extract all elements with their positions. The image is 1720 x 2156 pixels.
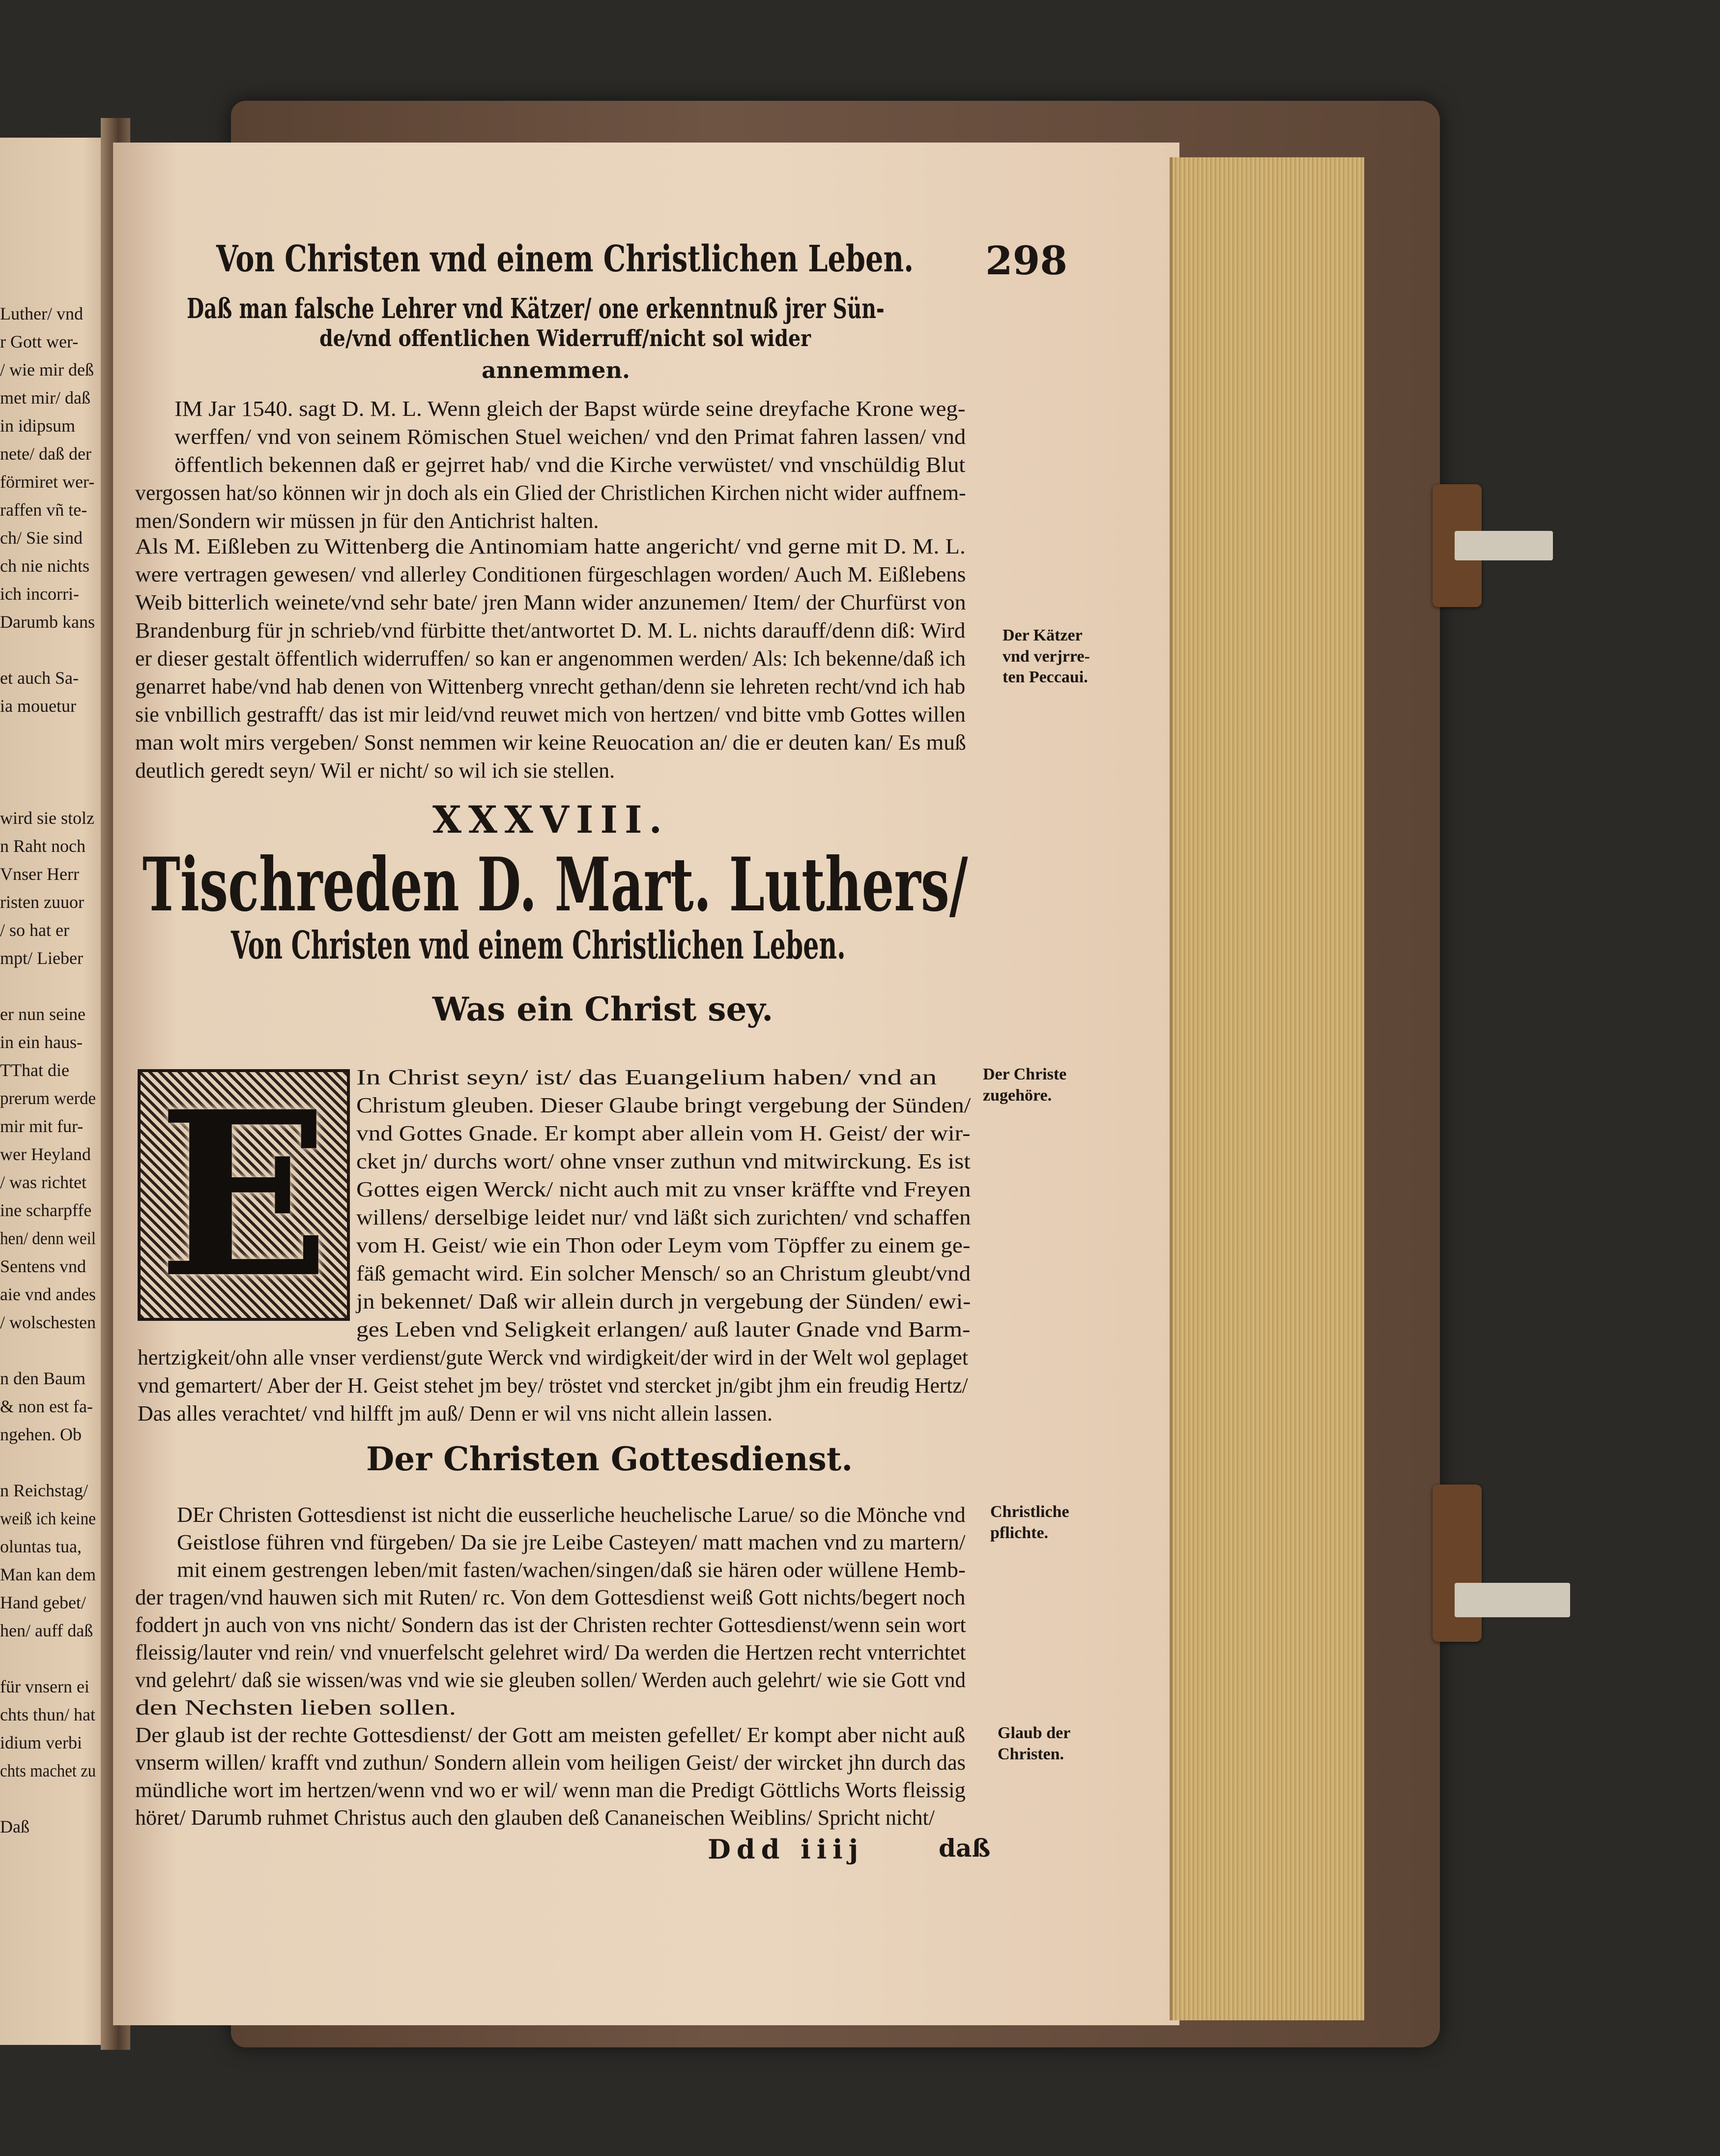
text-fragment: ia mouetur xyxy=(0,696,76,716)
text-line: vnd Gottes Gnade. Er kompt aber allein vom H. Geist/ der wir- xyxy=(356,1121,971,1145)
text-fragment: Man kan dem xyxy=(0,1565,96,1584)
text-fragment: in ein haus- xyxy=(0,1032,83,1052)
text-fragment: n Reichstag/ xyxy=(0,1481,88,1500)
text-fragment: Vnser Herr xyxy=(0,864,79,884)
heading-line: annemmen. xyxy=(482,357,631,383)
text-fragment: TThat die xyxy=(0,1060,69,1080)
text-fragment: er nun seine xyxy=(0,1004,86,1024)
text-line: vnd gemartert/ Aber der H. Geist stehet jm bey/ tröstet vnd stercket jn/gibt jhm ein freudig Hertz/ xyxy=(138,1373,968,1398)
text-line: vnd gelehrt/ daß sie wissen/was vnd wie sie gleuben sollen/ Werden auch gelehrt/ wie sie Gott vnd xyxy=(135,1668,966,1692)
text-line: genarret habe/vnd hab denen von Wittenberg vnrecht gethan/denn sie lehreten recht/vnd ich hab xyxy=(135,674,966,699)
lower-clasp xyxy=(1433,1485,1482,1642)
text-fragment: ich incorri- xyxy=(0,584,79,604)
text-fragment: / wie mir deß xyxy=(0,360,94,379)
text-line: deutlich geredt seyn/ Wil er nicht/ so wil ich sie stellen. xyxy=(135,758,615,783)
text-line: er dieser gestalt öffentlich widerruffen/ so kan er angenommen werden/ Als: Ich bekenne/daß ich xyxy=(135,646,966,670)
text-fragment: met mir/ daß xyxy=(0,388,90,408)
section-heading: Was ein Christ sey. xyxy=(432,990,774,1028)
text-fragment: & non est fa- xyxy=(0,1397,93,1416)
text-fragment: n Raht noch xyxy=(0,836,86,856)
text-line: fäß gemacht wird. Ein solcher Mensch/ so an Christum gleubt/vnd xyxy=(356,1261,971,1285)
text-line: Brandenburg für jn schrieb/vnd fürbitte thet/antwortet D. M. L. nichts darauff/denn diß: Wird xyxy=(135,618,966,642)
upper-clasp-pin xyxy=(1455,531,1553,560)
text-fragment: / so hat er xyxy=(0,920,69,940)
text-fragment: wird sie stolz xyxy=(0,808,94,828)
text-line: Das alles verachtet/ vnd hilfft jm auß/ Denn er wil vns nicht allein lassen. xyxy=(138,1401,773,1426)
margin-note: Christliche pflichte. xyxy=(990,1503,1069,1542)
text-fragment: förmiret wer- xyxy=(0,472,95,492)
text-fragment: für vnsern ei xyxy=(0,1677,89,1696)
text-line: ges Leben vnd Seligkeit erlangen/ auß lauter Gnade vnd Barm- xyxy=(356,1317,971,1341)
decorated-initial xyxy=(138,1062,350,1328)
text-line: men/Sondern wir müssen jn für den Antichrist halten. xyxy=(135,509,599,533)
text-line: Geistlose führen vnd fürgeben/ Da sie jre Leibe Casteyen/ matt machen vnd zu martern/ xyxy=(177,1530,966,1554)
text-line: den Nechsten lieben sollen. xyxy=(135,1695,457,1719)
text-line: Als M. Eißleben zu Wittenberg die Antinomiam hatte angericht/ vnd gerne mit D. M. L. xyxy=(135,534,966,558)
text-line: were vertragen gewesen/ vnd allerley Conditionen fürgeschlagen worden/ Auch M. Eißlebens xyxy=(135,562,966,586)
text-fragment: ine scharpffe xyxy=(0,1200,92,1220)
heading-line: Daß man falsche Lehrer vnd Kätzer/ one erkenntnuß jrer Sün- xyxy=(187,292,885,325)
text-fragment: aie vnd andes xyxy=(0,1284,96,1304)
text-fragment: Daß xyxy=(0,1817,29,1836)
text-line: fleissig/lauter vnd rein/ vnd vnuerfelscht gelehret wird/ Da werden die Hertzen recht vnterrichtet xyxy=(135,1640,966,1664)
text-fragment: Sentens vnd xyxy=(0,1256,86,1276)
text-line: Weib bitterlich weinete/vnd sehr bate/ jren Mann wider anzunemen/ Item/ der Churfürst von xyxy=(135,590,966,614)
text-line: Der glaub ist der rechte Gottesdienst/ der Gott am meisten gefellet/ Er kompt aber nicht auß xyxy=(135,1723,966,1747)
text-line: mit einem gestrengen leben/mit fasten/wachen/singen/daß sie hären oder wüllene Hemb- xyxy=(177,1558,966,1582)
text-line: IM Jar 1540. sagt D. M. L. Wenn gleich der Bapst würde seine dreyfache Krone weg- xyxy=(174,397,966,421)
text-fragment: Luther/ vnd xyxy=(0,304,83,323)
margin-note: Glaub der Christen. xyxy=(998,1724,1071,1763)
heading-line: de/vnd offentlichen Widerruff/nicht sol wider xyxy=(319,325,811,351)
text-fragment: chts thun/ hat xyxy=(0,1705,95,1724)
text-fragment: ngehen. Ob xyxy=(0,1425,82,1444)
text-line: man wolt mirs vergeben/ Sonst nemmen wir keine Reuocation an/ die er deuten kan/ Es muß xyxy=(135,730,966,755)
text-line: vergossen hat/so können wir jn doch als ein Glied der Christlichen Kirchen nicht wider auffnem- xyxy=(135,481,966,505)
text-line: vnserm willen/ krafft vnd zuthun/ Sondern allein vom heiligen Geist/ der wircket jhn durch das xyxy=(135,1750,966,1775)
text-line: werffen/ vnd von seinem Römischen Stuel weichen/ vnd den Primat fahren lassen/ vnd xyxy=(174,425,966,449)
text-fragment: Darumb kans xyxy=(0,612,95,632)
margin-note: Der Kätzer vnd verjrre- ten Peccaui. xyxy=(1003,626,1090,686)
running-head-title: Von Christen vnd einem Christlichen Leben. xyxy=(216,238,914,280)
text-line: öffentlich bekennen daß er gejrret hab/ vnd die Kirche verwüstet/ vnd vnschüldig Blut xyxy=(174,453,966,477)
lower-clasp-pin xyxy=(1455,1583,1570,1617)
text-fragment: / was richtet xyxy=(0,1172,86,1192)
text-line: Christum gleuben. Dieser Glaube bringt vergebung der Sünden/ xyxy=(356,1093,971,1117)
text-line: vom H. Geist/ wie ein Thon oder Leym vom Töpffer zu einem ge- xyxy=(356,1233,971,1257)
text-fragment: in idipsum xyxy=(0,416,76,436)
text-fragment: risten zuuor xyxy=(0,892,84,912)
text-line: Gottes eigen Werck/ nicht auch mit zu vnser kräffte vnd Freyen xyxy=(356,1177,971,1201)
text-fragment: hen/ denn weil xyxy=(0,1228,96,1248)
text-fragment: / wolschesten xyxy=(0,1312,96,1332)
text-fragment: idium verbi xyxy=(0,1733,82,1752)
text-fragment: mpt/ Lieber xyxy=(0,948,83,968)
text-fragment: hen/ auff daß xyxy=(0,1621,93,1640)
text-line: foddert jn auch von vns nicht/ Sondern das ist der Christen rechter Gottesdienst/wenn sein wort xyxy=(135,1613,966,1637)
text-fragment: wer Heyland xyxy=(0,1144,91,1164)
text-fragment: oluntas tua, xyxy=(0,1537,82,1556)
text-line: höret/ Darumb ruhmet Christus auch den glauben deß Cananeischen Weiblins/ Spricht nicht/ xyxy=(135,1806,935,1830)
initial-letter: E xyxy=(157,1062,330,1328)
text-fragment: raffen vñ te- xyxy=(0,500,87,520)
page-number: 298 xyxy=(985,237,1067,284)
text-fragment: ch/ Sie sind xyxy=(0,528,83,548)
text-line: mündliche wort im hertzen/wenn vnd wo er wil/ wenn man die Predigt Göttlichs Worts fleissig xyxy=(135,1778,966,1802)
text-fragment: mir mit fur- xyxy=(0,1116,84,1136)
text-line: willens/ derselbige leidet nur/ vnd läßt sich zurichten/ vnd schaffen xyxy=(356,1205,971,1229)
text-line: DEr Christen Gottesdienst ist nicht die eusserliche heuchelische Larue/ so die Mönche vnd xyxy=(177,1503,966,1527)
text-line: cket jn/ durchs wort/ ohne vnser zuthun vnd mitwirckung. Es ist xyxy=(356,1149,971,1173)
text-line: der tragen/vnd hauwen sich mit Ruten/ rc. Von dem Gottesdienst weiß Gott nichts/begert noch xyxy=(135,1585,966,1609)
text-line: sie vnbillich gestrafft/ das ist mir leid/vnd reuwet mich von hertzen/ vnd bitte vmb Gottes willen xyxy=(135,702,966,727)
text-fragment: ch nie nichts xyxy=(0,556,89,576)
chapter-subtitle: Von Christen vnd einem Christlichen Leben. xyxy=(231,923,846,968)
chapter-title: Tischreden D. Mart. Luthers/ xyxy=(143,842,968,928)
text-fragment: weiß ich keine xyxy=(0,1509,96,1528)
text-fragment: nete/ daß der xyxy=(0,444,91,464)
margin-note: Der Christe zugehöre. xyxy=(983,1065,1067,1105)
signature-mark: Ddd iiij xyxy=(708,1834,864,1865)
catchword: daß xyxy=(939,1834,991,1863)
text-fragment: r Gott wer- xyxy=(0,332,79,351)
page-fore-edge xyxy=(1170,157,1364,2020)
text-fragment: chts machet zu xyxy=(0,1761,96,1780)
text-fragment: Hand gebet/ xyxy=(0,1593,86,1612)
text-line: In Christ seyn/ ist/ das Euangelium haben/ vnd an xyxy=(356,1065,937,1089)
text-line: hertzigkeit/ohn alle vnser verdienst/gute Werck vnd wirdigkeit/der wird in der Welt wol geplaget xyxy=(138,1345,968,1369)
text-fragment: prerum werde xyxy=(0,1088,96,1108)
section-heading: Der Christen Gottesdienst. xyxy=(366,1440,853,1478)
text-fragment: et auch Sa- xyxy=(0,668,79,688)
text-line: jn bekennet/ Daß wir allein durch jn vergebung der Sünden/ ewi- xyxy=(356,1289,971,1313)
text-fragment: n den Baum xyxy=(0,1369,86,1388)
chapter-number: XXXVIII. xyxy=(432,798,669,842)
